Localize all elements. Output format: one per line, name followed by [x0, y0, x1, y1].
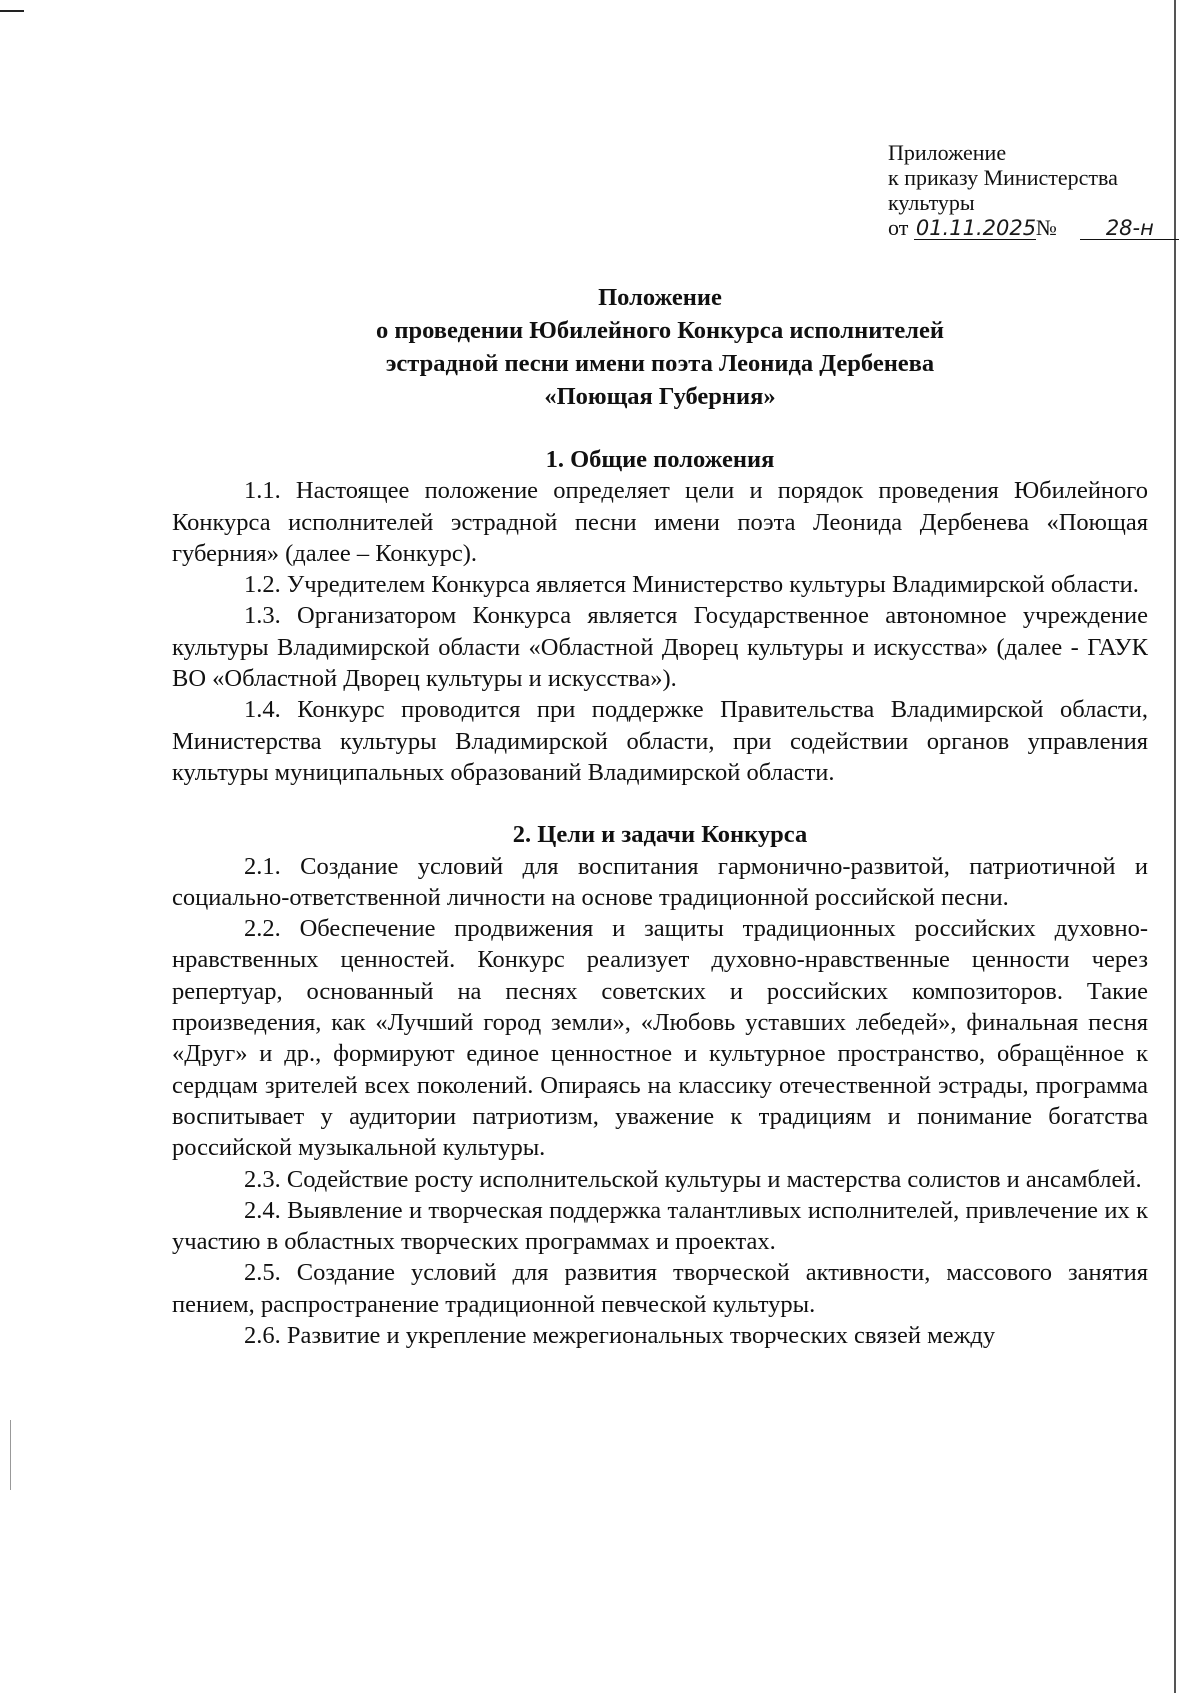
section-2-heading: 2. Цели и задачи Конкурса: [512, 821, 808, 849]
appendix-line-date: [888, 215, 1178, 240]
title-line-4: «Поющая Губерния»: [544, 383, 776, 410]
document-body: [172, 444, 1148, 1351]
title-line-1: Положение: [598, 284, 722, 311]
section-1-heading: 1. Общие положения: [545, 446, 775, 473]
title-line-3: эстрадной песни имени поэта Леонида Дербенева: [385, 350, 935, 377]
scan-margin-mark: [10, 1420, 11, 1490]
paragraph-2-5: 2.5. Создание условий для развития творческой активности, массового занятия пением, распространение традиционной певческой культуры.: [172, 1259, 1148, 1318]
handwritten-date: 01.11.2025: [915, 216, 1037, 240]
paragraph-1-2: 1.2. Учредителем Конкурса является Министерство культуры Владимирской области.: [244, 571, 1139, 599]
paragraph-1-1: 1.1. Настоящее положение определяет цели и порядок проведения Юбилейного Конкурса исполнителей эстрадной песни имени поэта Леонида Дербенева «Поющая губерния» (далее – Конкурс).: [172, 477, 1148, 567]
from-label: от: [888, 215, 909, 240]
paragraph-1-4: 1.4. Конкурс проводится при поддержке Правительства Владимирской области, Министерства культуры Владимирской области, при содействии органов управления культуры муниципальных образований Владимирской области.: [172, 696, 1148, 786]
appendix-line-2: к приказу Министерства: [888, 165, 1118, 190]
title-line-2: о проведении Юбилейного Конкурса исполнителей: [376, 317, 944, 344]
paragraph-2-3: 2.3. Содействие росту исполнительской культуры и мастерства солистов и ансамблей.: [244, 1165, 1142, 1193]
document-title: [172, 281, 1148, 413]
appendix-line-3: культуры: [888, 190, 975, 215]
appendix-line-1: Приложение: [888, 140, 1007, 165]
paragraph-2-1: 2.1. Создание условий для воспитания гармонично-развитой, патриотичной и социально-ответственной личности на основе традиционной российской песни.: [172, 852, 1148, 911]
number-label: №: [1035, 215, 1057, 240]
handwritten-number: 28-н: [1080, 217, 1179, 240]
paragraph-2-2: 2.2. Обеспечение продвижения и защиты традиционных российских духовно-нравственных ценностей. Конкурс реализует духовно-нравственные ценности через репертуар, основанный на песнях советских и российских композиторов. Такие произведения, как «Лучший город земли», «Любовь уставших лебедей», финальная песня «Друг» и др., формируют единое ценностное и культурное пространство, обращённое к сердцам зрителей всех поколений. Опираясь на классику отечественной эстрады, программа воспитывает у аудитории патриотизм, уважение к традициям и понимание богатства российской музыкальной культуры.: [172, 915, 1148, 1162]
scan-page-edge: [1174, 0, 1176, 1693]
paragraph-2-4: 2.4. Выявление и творческая поддержка талантливых исполнителей, привлечение их к участию в областных творческих программах и проектах.: [172, 1196, 1148, 1256]
scan-edge-mark: [0, 10, 24, 12]
paragraph-1-3: 1.3. Организатором Конкурса является Государственное автономное учреждение культуры Владимирской области «Областной Дворец культуры и искусства» (далее - ГАУК ВО «Областной Дворец культуры и искусства»).: [172, 602, 1148, 693]
appendix-stamp-block: [888, 140, 1178, 240]
paragraph-2-6: 2.6. Развитие и укрепление межрегиональных творческих связей между: [244, 1322, 996, 1350]
